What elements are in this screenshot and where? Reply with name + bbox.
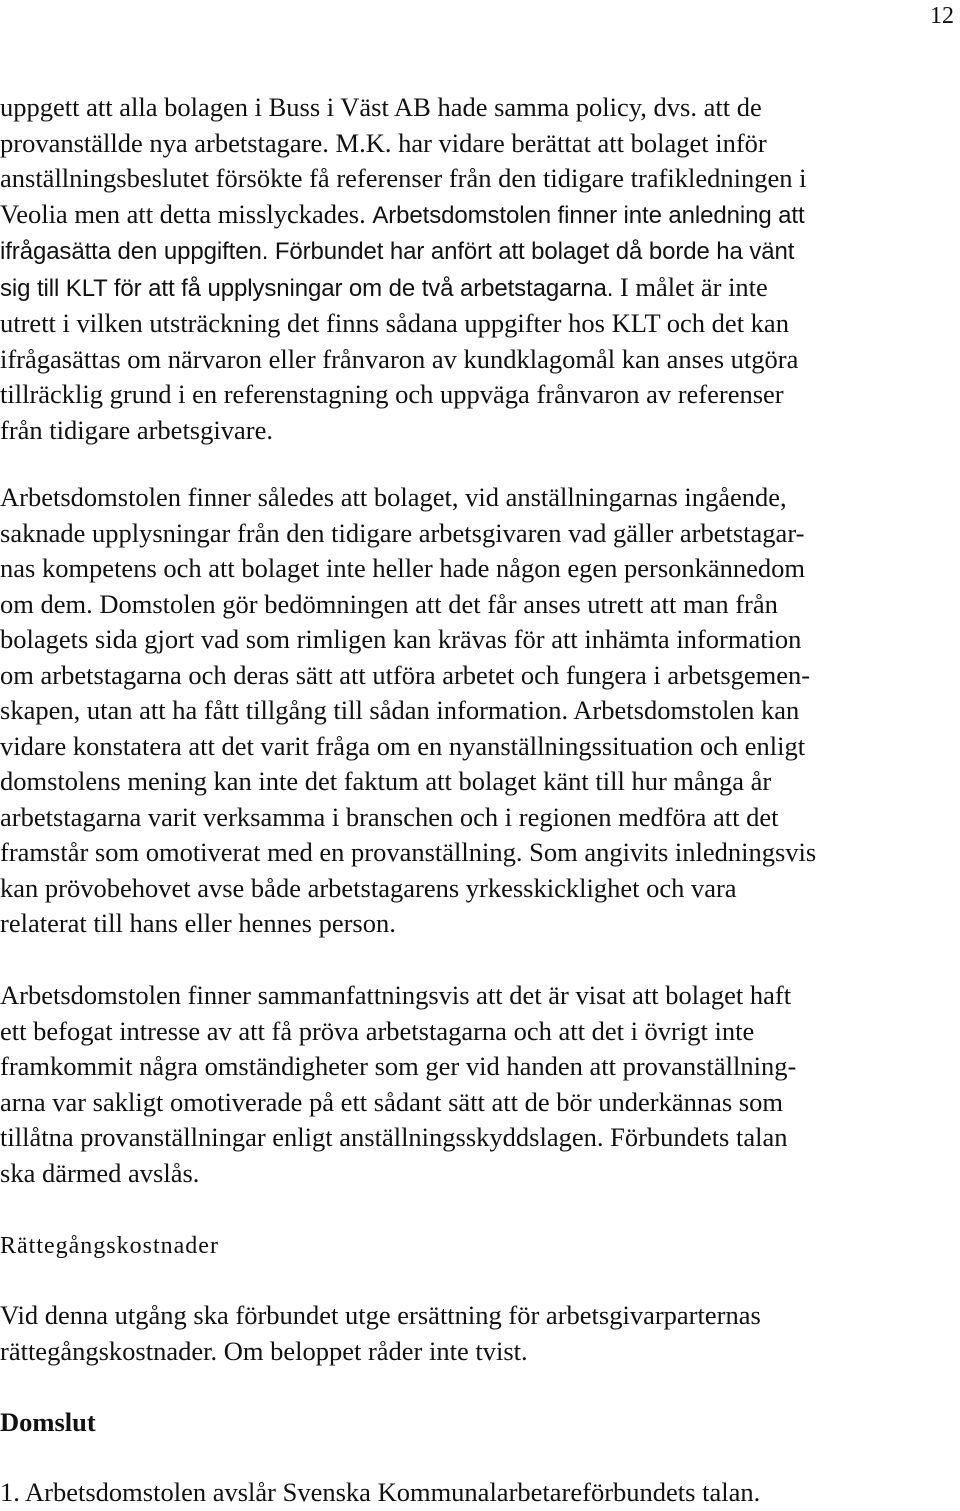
ruling-item-1: 1. Arbetsdomstolen avslår Svenska Kommunalarbetareförbundets talan. — [0, 1477, 761, 1507]
text-segment: Vid denna utgång ska förbundet utge ersättning för arbetsgivarparternas — [0, 1300, 761, 1330]
text-line — [0, 126, 958, 162]
text-line — [0, 551, 958, 587]
text-line — [0, 1334, 958, 1370]
paragraph-4 — [0, 1298, 958, 1369]
text-line — [0, 1156, 958, 1192]
text-line — [0, 342, 958, 378]
text-line — [0, 978, 958, 1014]
text-segment: ifrågasätta den uppgiften. Förbundet har anfört att bolaget då borde ha vänt — [0, 238, 795, 265]
text-line — [0, 377, 958, 413]
text-line — [0, 1120, 958, 1156]
paragraph-2 — [0, 480, 958, 942]
heading-domslut: Domslut — [0, 1407, 96, 1437]
text-segment: kan prövobehovet avse både arbetstagarens yrkesskicklighet och vara — [0, 872, 737, 903]
text-segment: domstolens mening kan inte det faktum att bolaget känt till hur många år — [0, 766, 772, 796]
text-segment: utrett i vilken utsträckning det finns sådana uppgifter hos KLT och det kan — [0, 308, 789, 338]
text-segment: ska därmed avslås. — [0, 1157, 200, 1188]
text-segment: arna var sakligt omotiverade på ett sådant sätt att de bör underkännas som — [0, 1086, 783, 1117]
text-segment: Arbetsdomstolen finner sammanfattningsvis att det är visat att bolaget haft — [0, 980, 792, 1010]
text-line — [0, 764, 958, 800]
text-segment: ett befogat intresse av att få pröva arbetstagarna och att det i övrigt inte — [0, 1015, 755, 1046]
text-line — [0, 835, 958, 871]
text-line — [0, 800, 958, 836]
text-segment: vidare konstatera att det varit fråga om en nyanställningssituation och enligt — [0, 730, 806, 761]
text-line — [0, 906, 958, 942]
text-line — [0, 1014, 958, 1050]
paragraph-1 — [0, 90, 958, 448]
text-segment: om arbetstagarna och deras sätt att utföra arbetet och fungera i arbetsgemen- — [0, 659, 811, 690]
text-segment: relaterat till hans eller hennes person. — [0, 908, 396, 938]
text-segment: Veolia men att detta misslyckades. — [0, 198, 373, 229]
text-line — [0, 1085, 958, 1121]
text-segment: tillräcklig grund i en referenstagning och uppväga frånvaron av referenser — [0, 379, 784, 409]
text-segment: provanställde nya arbetstagare. M.K. har vidare berättat att bolaget inför — [0, 127, 767, 158]
text-segment: nas kompetens och att bolaget inte heller hade någon egen personkännedom — [0, 553, 806, 583]
text-segment: I målet är inte — [619, 271, 768, 302]
text-segment: Arbetsdomstolen finner således att bolaget, vid anställningarnas ingående, — [0, 482, 787, 512]
paragraph-3 — [0, 978, 958, 1191]
text-line — [0, 729, 958, 765]
text-segment: anställningsbeslutet försökte få referenser från den tidigare trafikledningen i — [0, 163, 807, 193]
text-segment: ifrågasättas om närvaron eller frånvaron av kundklagomål kan anses utgöra — [0, 343, 799, 374]
text-segment: tillåtna provanställningar enligt anställningsskyddslagen. Förbundets talan — [0, 1122, 788, 1152]
text-line — [0, 270, 958, 307]
text-line — [0, 871, 958, 907]
text-segment: uppgett att alla bolagen i Buss i Väst AB hade samma policy, dvs. att de — [0, 92, 762, 122]
text-line — [0, 90, 958, 126]
text-segment: framstår som omotiverat med en provanställning. Som angivits inledningsvis — [0, 837, 817, 867]
text-line — [0, 480, 958, 516]
text-segment: arbetstagarna varit verksamma i branschen och i regionen medföra att det — [0, 801, 779, 832]
text-line — [0, 233, 958, 270]
text-segment: skapen, utan att ha fått tillgång till sådan information. Arbetsdomstolen kan — [0, 695, 800, 725]
text-segment: om dem. Domstolen gör bedömningen att det får anses utrett att man från — [0, 588, 778, 619]
text-segment: från tidigare arbetsgivare. — [0, 414, 273, 445]
page-number: 12 — [930, 3, 954, 29]
text-segment: bolagets sida gjort vad som rimligen kan krävas för att inhämta information — [0, 624, 802, 654]
text-segment: saknade upplysningar från den tidigare arbetsgivaren vad gäller arbetstagar- — [0, 517, 805, 548]
text-line — [0, 413, 958, 449]
text-line — [0, 622, 958, 658]
text-line — [0, 693, 958, 729]
heading-rattegangskostnader: Rättegångskostnader — [0, 1233, 219, 1259]
text-line — [0, 658, 958, 694]
text-segment: Arbetsdomstolen finner inte anledning att — [372, 201, 805, 229]
text-line — [0, 197, 958, 234]
text-line — [0, 1298, 958, 1334]
text-segment: framkommit några omständigheter som ger vid handen att provanställning- — [0, 1051, 797, 1081]
text-line — [0, 516, 958, 552]
text-line — [0, 1049, 958, 1085]
text-line — [0, 161, 958, 197]
text-segment: sig till KLT för att få upplysningar om de två arbetstagarna. — [0, 274, 620, 302]
text-line — [0, 306, 958, 342]
text-segment: rättegångskostnader. Om beloppet råder inte tvist. — [0, 1335, 528, 1366]
text-line — [0, 587, 958, 623]
